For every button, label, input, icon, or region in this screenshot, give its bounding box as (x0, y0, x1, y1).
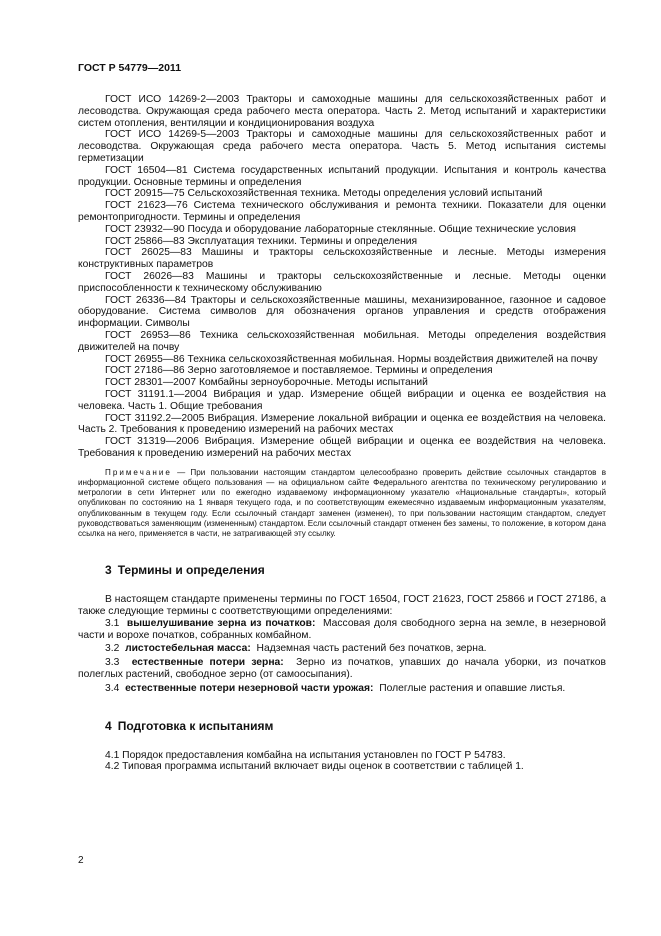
note-label: Примечание (105, 467, 172, 477)
section-3-body (78, 594, 606, 694)
document-header: ГОСТ Р 54779—2011 (78, 62, 182, 74)
reference-item: ГОСТ 26336—84 Тракторы и сельскохозяйственные машины, механизированное, газонное и садовое оборудование. Система символов для обозначения органов управления и средств отображения информации. Символы (78, 294, 606, 330)
reference-item: ГОСТ 16504—81 Система государственных испытаний продукции. Испытания и контроль качества продукции. Основные термины и определения (78, 164, 606, 188)
normative-references-list (78, 94, 606, 460)
reference-item: ГОСТ 31191.1—2004 Вибрация и удар. Измерение общей вибрации и оценка ее воздействия на человека. Часть 1. Общие требования (78, 388, 606, 412)
page-number: 2 (78, 855, 84, 866)
reference-item: ГОСТ 23932—90 Посуда и оборудование лабораторные стеклянные. Общие технические условия (105, 223, 576, 235)
term-text: Зерно из початков, упавших до начала уборки, из початков полеглых растений, свободное зерно (от самоосыпания). (78, 657, 606, 680)
term-name: вышелушивание зерна из початков: (126, 617, 316, 629)
term-text: Надземная часть растений без початков, зерна. (256, 643, 487, 655)
term-text: Массовая доля свободного зерна на земле, в незерновой части и ворохе початков, собранных комбайном. (78, 617, 606, 641)
section-4-item: 4.1 Порядок предоставления комбайна на испытания установлен по ГОСТ Р 54783. (105, 749, 506, 761)
section-3-heading (105, 563, 606, 577)
reference-item: ГОСТ 28301—2007 Комбайны зерноуборочные. Методы испытаний (105, 377, 428, 389)
term-number: 3.3 (105, 657, 120, 669)
references-note (78, 468, 606, 539)
reference-item: ГОСТ ИСО 14269-2—2003 Тракторы и самоходные машины для сельскохозяйственных работ и лесоводства. Окружающая среда рабочего места оператора. Часть 2. Метод испытаний и характеристики систем отопления, вентиляции и кондиционирования воздуха (78, 94, 606, 129)
section-4-body (78, 750, 606, 774)
section-4-heading (105, 719, 606, 733)
reference-item: ГОСТ 21623—76 Система технического обслуживания и ремонта техники. Показатели для оценки ремонтопригодности. Термины и определения (78, 200, 606, 223)
section-3-title: Термины и определения (117, 563, 265, 578)
term-definition (78, 643, 606, 655)
term-definition (78, 657, 606, 681)
section-4-number: 4 (105, 718, 112, 733)
term-number: 3.1 (105, 617, 120, 629)
term-definition (78, 618, 606, 642)
section-3-intro: В настоящем стандарте применены термины по ГОСТ 16504, ГОСТ 21623, ГОСТ 25866 и ГОСТ 27186, а также следующие термины с соответствующими определениями: (78, 594, 606, 617)
section-4-item: 4.2 Типовая программа испытаний включает виды оценок в соответствии с таблицей 1. (105, 761, 524, 773)
reference-item: ГОСТ 20915—75 Сельскохозяйственная техника. Методы определения условий испытаний (105, 188, 543, 200)
section-4-title: Подготовка к испытаниям (117, 718, 274, 733)
section-3-number: 3 (105, 563, 112, 578)
note-text: — При пользовании настоящим стандартом целесообразно проверить действие ссылочных стандартов в информационной системе общего пользования — на официальном сайте Федерального агентства по техническому регулированию и метрологии в сети Интернет или по ежегодно издаваемому информационному указателю «Национальные стандарты», который опубликован по состоянию на 1 января текущего года, и по соответствующим ежемесячно издаваемым информационным указателям, опубликованным в текущем году. Если ссылочный стандарт заменен (изменен), то при пользовании настоящим стандартом, следует руководствоваться заменяющим (измененным) стандартом. Если ссылочный стандарт отменен без замены, то положение, в котором дана ссылка на него, применяется в части, не затрагивающей эту ссылку. (78, 467, 606, 538)
reference-item: ГОСТ 27186—86 Зерно заготовляемое и поставляемое. Термины и определения (105, 365, 493, 377)
document-page (78, 62, 606, 773)
reference-item: ГОСТ 26955—86 Техника сельскохозяйственная мобильная. Нормы воздействия движителей на почву (105, 353, 598, 365)
reference-item: ГОСТ 26025—83 Машины и тракторы сельскохозяйственные и лесные. Методы измерения конструктивных параметров (78, 247, 606, 271)
term-name: естественные потери незерновой части урожая: (125, 682, 374, 694)
term-name: листостебельная масса: (125, 643, 251, 655)
reference-item: ГОСТ 26026—83 Машины и тракторы сельскохозяйственные и лесные. Методы оценки приспособленности к техническому обслуживанию (78, 270, 606, 294)
reference-item: ГОСТ 31319—2006 Вибрация. Измерение общей вибрации и оценка ее воздействия на человека. Требования к проведению измерений на рабочих местах (78, 436, 606, 459)
term-text: Полеглые растения и опавшие листья. (379, 682, 566, 694)
term-definition (78, 683, 606, 695)
reference-item: ГОСТ ИСО 14269-5—2003 Тракторы и самоходные машины для сельскохозяйственных работ и лесоводства. Окружающая среда рабочего места оператора. Часть 5. Метод испытания системы герметизации (78, 129, 606, 164)
term-number: 3.4 (105, 682, 120, 694)
reference-item: ГОСТ 26953—86 Техника сельскохозяйственная мобильная. Методы определения воздействия движителей на почву (78, 329, 606, 353)
reference-item: ГОСТ 31192.2—2005 Вибрация. Измерение локальной вибрации и оценка ее воздействия на человека. Часть 2. Требования к проведению измерений на рабочих местах (78, 412, 606, 436)
term-number: 3.2 (105, 643, 120, 655)
term-name: естественные потери зерна: (131, 657, 284, 669)
reference-item: ГОСТ 25866—83 Эксплуатация техники. Термины и определения (105, 235, 418, 247)
